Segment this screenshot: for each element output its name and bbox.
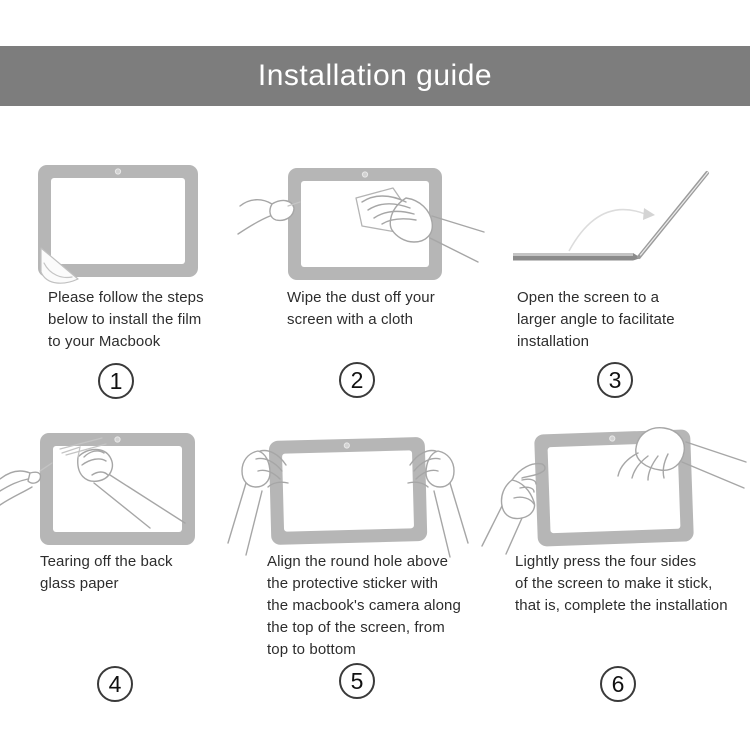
macbook-screen <box>51 178 185 264</box>
caption-line: Align the round hole above <box>267 553 449 570</box>
caption-line: of the screen to make it stick, <box>515 575 713 592</box>
caption-line: the top of the screen, from <box>267 619 445 636</box>
laptop-base <box>513 256 633 261</box>
macbook-screen <box>53 446 182 532</box>
camera-icon <box>344 443 349 448</box>
caption-line: Please follow the steps <box>48 289 204 306</box>
illustration-step-1-film-peel <box>36 163 202 287</box>
camera-icon <box>115 169 120 174</box>
caption-line: Wipe the dust off your <box>287 289 435 306</box>
caption-line: installation <box>517 333 590 350</box>
caption-line: top to bottom <box>267 641 356 658</box>
film-sheet <box>269 437 428 545</box>
caption-line: Tearing off the back <box>40 553 173 570</box>
step-1-number-badge: 1 <box>98 363 134 399</box>
step-4-number-badge: 4 <box>97 666 133 702</box>
step-2-number-badge: 2 <box>339 362 375 398</box>
caption-line: the macbook's camera along <box>267 597 461 614</box>
camera-icon <box>362 172 367 177</box>
step-4-caption <box>40 551 173 595</box>
caption-line: Lightly press the four sides <box>515 553 697 570</box>
caption-line: Open the screen to a <box>517 289 660 306</box>
illustration-step-4-tear <box>0 423 252 565</box>
step-5-caption <box>267 551 461 661</box>
caption-line: larger angle to facilitate <box>517 311 675 328</box>
caption-line: the protective sticker with <box>267 575 439 592</box>
step-1-caption <box>48 287 204 353</box>
caption-line: that is, complete the installation <box>515 597 728 614</box>
caption-line: screen with a cloth <box>287 311 414 328</box>
step-2-caption <box>287 287 435 331</box>
camera-icon <box>115 437 120 442</box>
laptop-base-top <box>513 253 633 256</box>
caption-line: to your Macbook <box>48 333 161 350</box>
page-title: Installation guide <box>257 59 493 92</box>
step-5-number-badge: 5 <box>339 663 375 699</box>
camera-icon <box>610 436 615 441</box>
step-6-number-badge: 6 <box>600 666 636 702</box>
illustration-step-6-press <box>478 418 750 568</box>
illustration-step-3-open-laptop <box>505 158 720 270</box>
left-hand-icon <box>482 464 545 554</box>
macbook-screen <box>282 450 414 531</box>
caption-line: glass paper <box>40 575 119 592</box>
step-3-caption <box>517 287 675 353</box>
caption-line: below to install the film <box>48 311 202 328</box>
step-3-number-badge: 3 <box>597 362 633 398</box>
arrowhead-icon <box>643 208 655 220</box>
header-bar <box>0 46 750 106</box>
step-6-caption <box>515 551 728 617</box>
illustration-step-2-wipe <box>238 158 490 308</box>
open-arc-arrow-icon <box>569 210 645 251</box>
